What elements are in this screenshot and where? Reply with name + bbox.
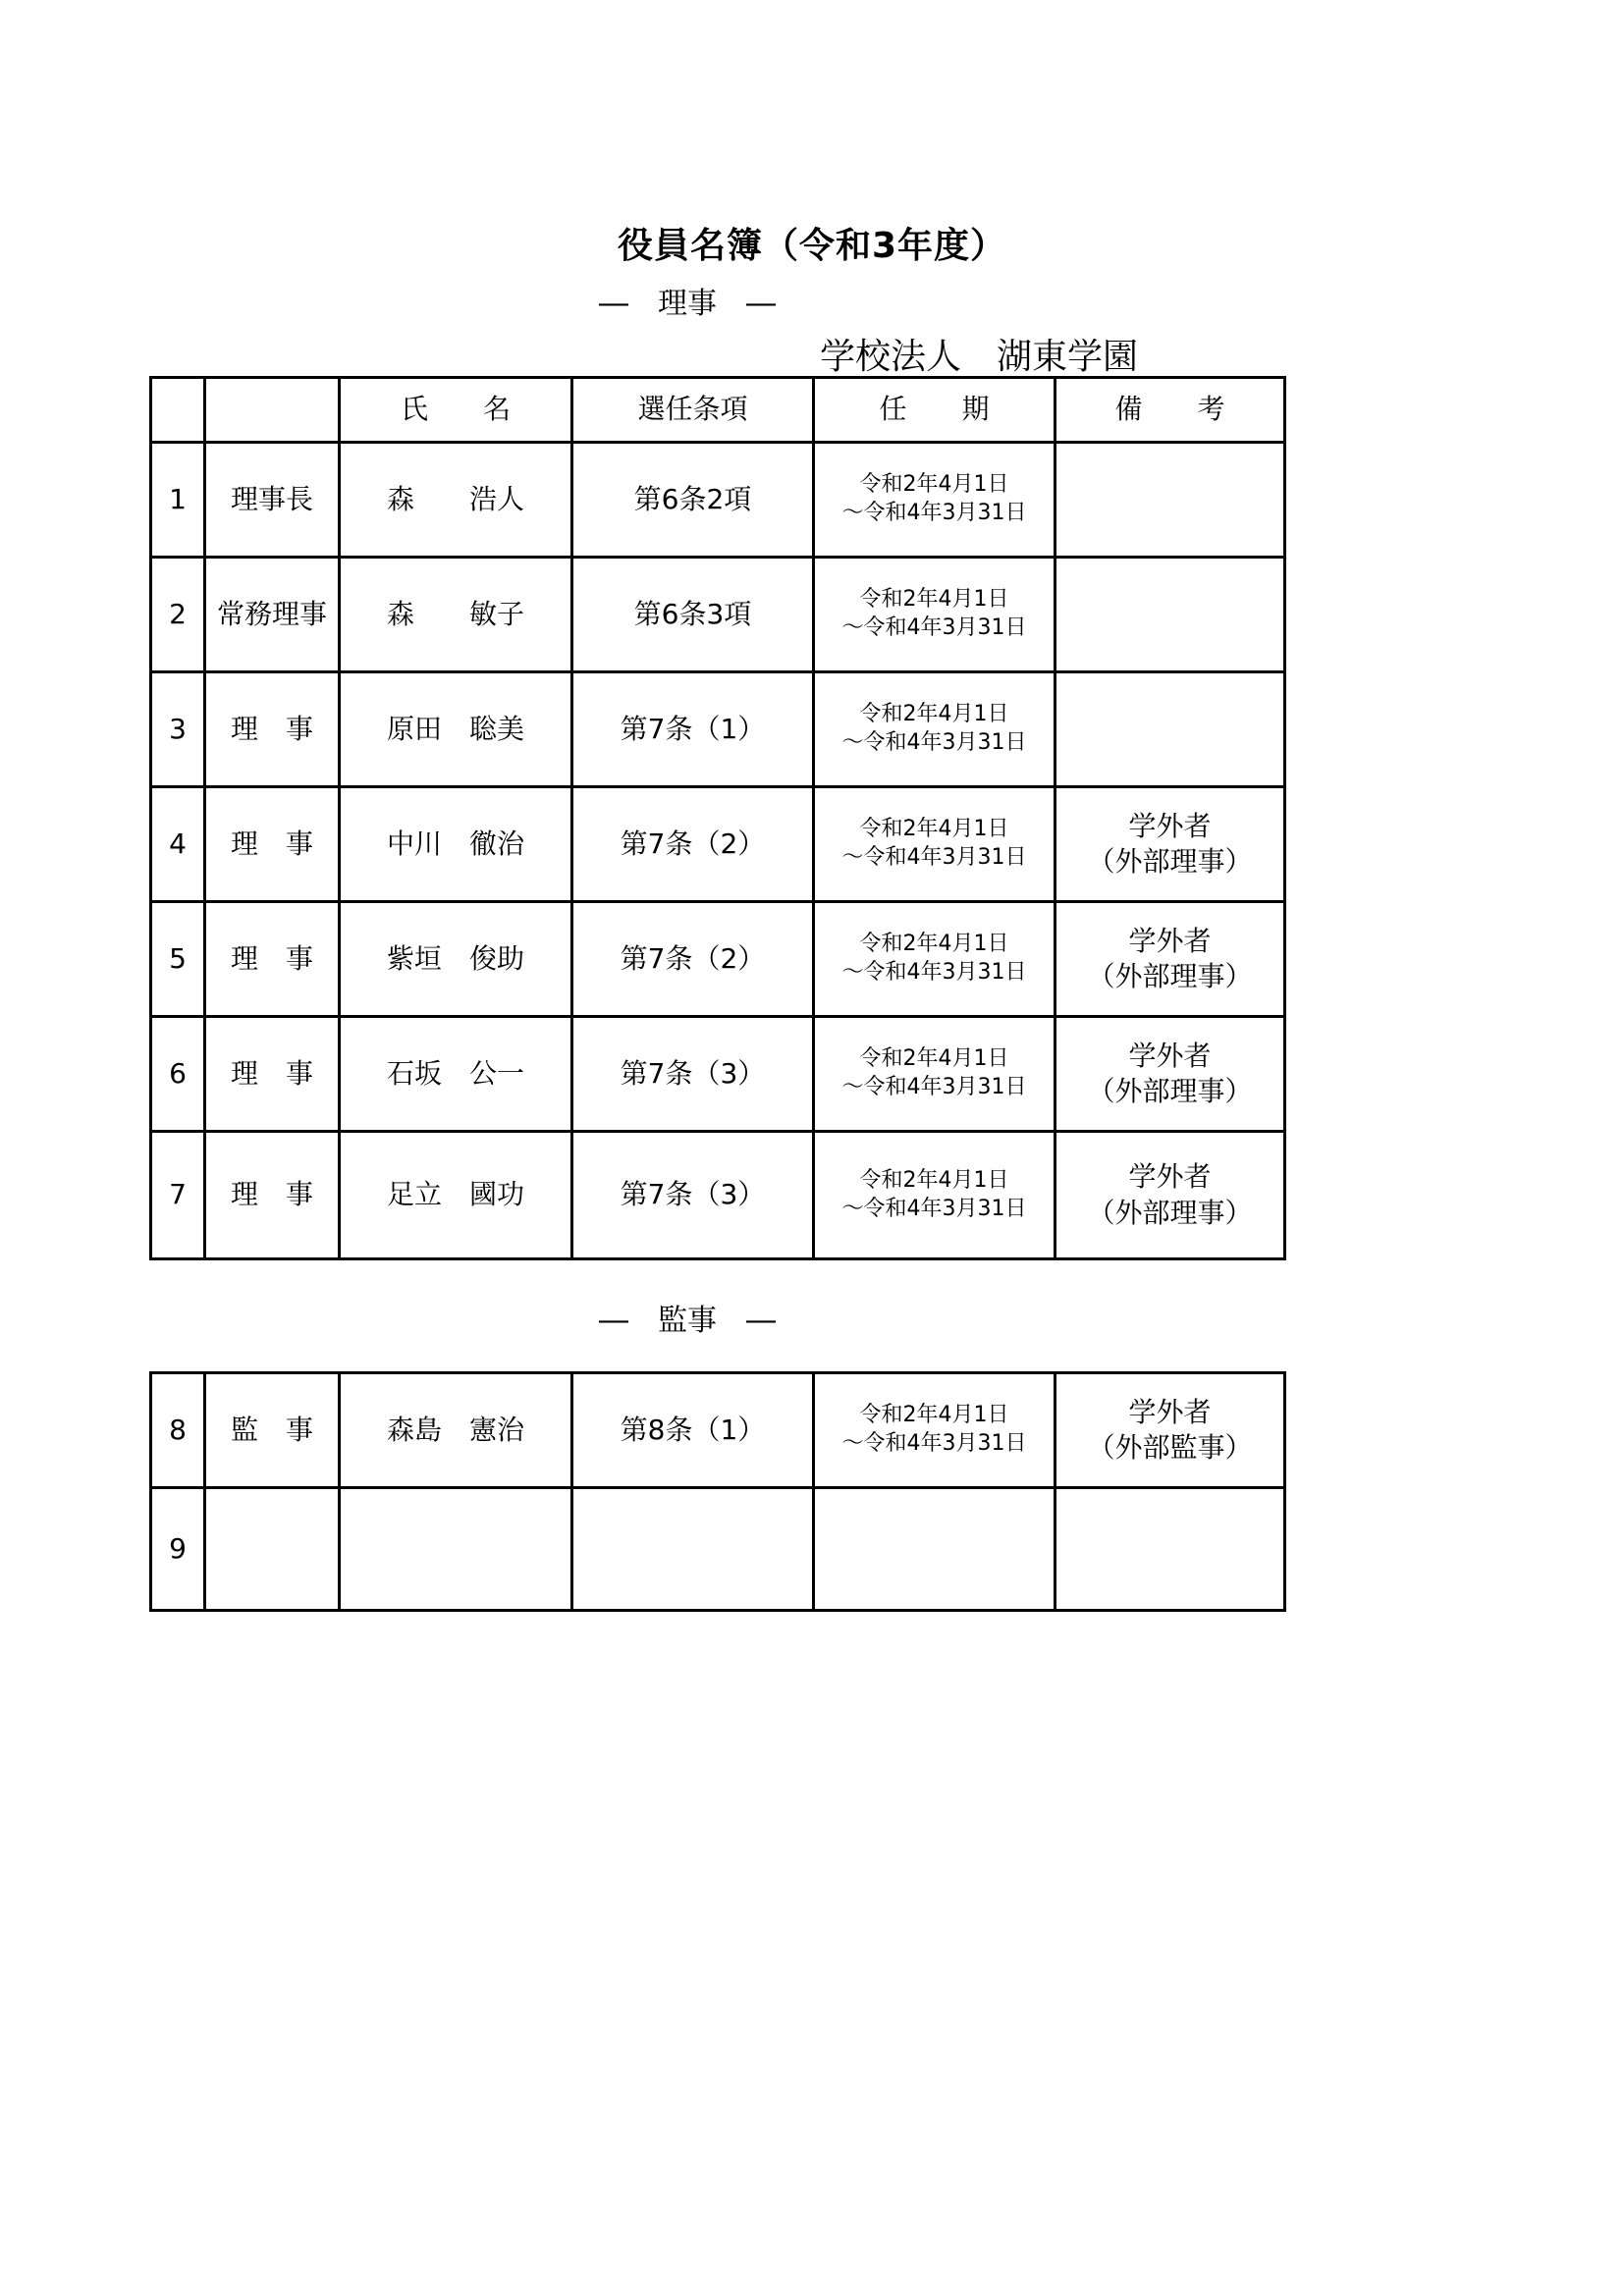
name-cell: 森 敏子 [340, 558, 572, 672]
table-row [151, 787, 1285, 902]
row-number: 1 [151, 443, 205, 558]
term-cell-line-1: 令和2年4月1日 [859, 932, 1009, 957]
clause-cell: 第6条3項 [572, 558, 814, 672]
remarks-cell-line-1: 学外者 [1128, 1039, 1212, 1072]
term-cell-line-2: ～令和4年3月31日 [841, 1196, 1027, 1221]
table-row [151, 558, 1285, 672]
role-cell: 理 事 [205, 672, 340, 787]
name-cell: 紫垣 俊助 [340, 902, 572, 1017]
remarks-cell-line-1: 学外者 [1128, 1395, 1212, 1428]
term-cell-line-1: 令和2年4月1日 [859, 1403, 1009, 1428]
clause-cell: 第7条（2） [572, 787, 814, 902]
row-number: 8 [151, 1373, 205, 1488]
term-cell [814, 1132, 1056, 1259]
term-cell-line-2: ～令和4年3月31日 [841, 730, 1027, 755]
term-cell-line-2: ～令和4年3月31日 [841, 960, 1027, 985]
directors-table [149, 376, 1286, 1260]
name-cell: 石坂 公一 [340, 1017, 572, 1132]
remarks-cell [1056, 1017, 1285, 1132]
term-cell-line-2: ～令和4年3月31日 [841, 1075, 1027, 1099]
remarks-cell-line-2: （外部監事） [1087, 1431, 1253, 1464]
term-cell-line-1: 令和2年4月1日 [859, 702, 1009, 727]
organization-name: 学校法人 湖東学園 [820, 337, 1139, 377]
table-row [151, 1017, 1285, 1132]
row-number: 9 [151, 1488, 205, 1611]
row-number: 2 [151, 558, 205, 672]
role-cell [205, 1488, 340, 1611]
page-title: 役員名簿（令和3年度） [617, 226, 1007, 266]
term-cell-line-1: 令和2年4月1日 [859, 817, 1009, 842]
clause-cell: 第7条（1） [572, 672, 814, 787]
clause-cell: 第7条（2） [572, 902, 814, 1017]
clause-cell: 第6条2項 [572, 443, 814, 558]
role-cell: 理 事 [205, 1017, 340, 1132]
term-cell [814, 1017, 1056, 1132]
table-row [151, 902, 1285, 1017]
term-cell-line-2: ～令和4年3月31日 [841, 615, 1027, 640]
name-cell: 森島 憲治 [340, 1373, 572, 1488]
auditors-section-label: ― 監事 ― [599, 1304, 776, 1338]
remarks-cell [1056, 1488, 1285, 1611]
header-no [151, 378, 205, 443]
header-term: 任 期 [814, 378, 1056, 443]
remarks-cell-line-1: 学外者 [1128, 1160, 1212, 1194]
role-cell: 常務理事 [205, 558, 340, 672]
term-cell-line-2: ～令和4年3月31日 [841, 1431, 1027, 1456]
term-cell [814, 558, 1056, 672]
remarks-cell-line-1: 学外者 [1128, 809, 1212, 842]
table-row [151, 672, 1285, 787]
term-cell [814, 902, 1056, 1017]
term-cell [814, 1373, 1056, 1488]
remarks-cell [1056, 558, 1285, 672]
name-cell: 森 浩人 [340, 443, 572, 558]
clause-cell: 第7条（3） [572, 1017, 814, 1132]
remarks-cell [1056, 787, 1285, 902]
header-name: 氏 名 [340, 378, 572, 443]
remarks-cell [1056, 902, 1285, 1017]
term-cell-line-2: ～令和4年3月31日 [841, 501, 1027, 525]
remarks-cell-line-1: 学外者 [1128, 924, 1212, 957]
table-row [151, 1488, 1285, 1611]
role-cell: 理 事 [205, 787, 340, 902]
remarks-cell [1056, 1132, 1285, 1259]
row-number: 5 [151, 902, 205, 1017]
term-cell [814, 443, 1056, 558]
row-number: 4 [151, 787, 205, 902]
remarks-cell-line-2: （外部理事） [1087, 1075, 1253, 1107]
clause-cell: 第8条（1） [572, 1373, 814, 1488]
term-cell-line-1: 令和2年4月1日 [859, 472, 1009, 498]
remarks-cell [1056, 672, 1285, 787]
term-cell-line-1: 令和2年4月1日 [859, 1167, 1009, 1193]
role-cell: 理 事 [205, 1132, 340, 1259]
name-cell: 中川 徹治 [340, 787, 572, 902]
remarks-cell-line-2: （外部理事） [1087, 845, 1253, 878]
term-cell-line-1: 令和2年4月1日 [859, 1046, 1009, 1072]
name-cell [340, 1488, 572, 1611]
term-cell [814, 672, 1056, 787]
table-row [151, 1373, 1285, 1488]
auditors-table [149, 1371, 1286, 1612]
header-remarks: 備 考 [1056, 378, 1285, 443]
name-cell: 足立 國功 [340, 1132, 572, 1259]
header-row [151, 378, 1285, 443]
header-role [205, 378, 340, 443]
row-number: 3 [151, 672, 205, 787]
term-cell [814, 787, 1056, 902]
role-cell: 監 事 [205, 1373, 340, 1488]
directors-section-label: ― 理事 ― [599, 287, 776, 321]
row-number: 6 [151, 1017, 205, 1132]
remarks-cell-line-2: （外部理事） [1087, 960, 1253, 992]
term-cell-line-2: ～令和4年3月31日 [841, 845, 1027, 870]
term-cell-line-1: 令和2年4月1日 [859, 587, 1009, 613]
term-cell [814, 1488, 1056, 1611]
row-number: 7 [151, 1132, 205, 1259]
clause-cell [572, 1488, 814, 1611]
header-clause: 選任条項 [572, 378, 814, 443]
clause-cell: 第7条（3） [572, 1132, 814, 1259]
role-cell: 理事長 [205, 443, 340, 558]
table-row [151, 443, 1285, 558]
name-cell: 原田 聡美 [340, 672, 572, 787]
remarks-cell [1056, 443, 1285, 558]
remarks-cell-line-2: （外部理事） [1087, 1196, 1253, 1229]
remarks-cell [1056, 1373, 1285, 1488]
table-row [151, 1132, 1285, 1259]
role-cell: 理 事 [205, 902, 340, 1017]
